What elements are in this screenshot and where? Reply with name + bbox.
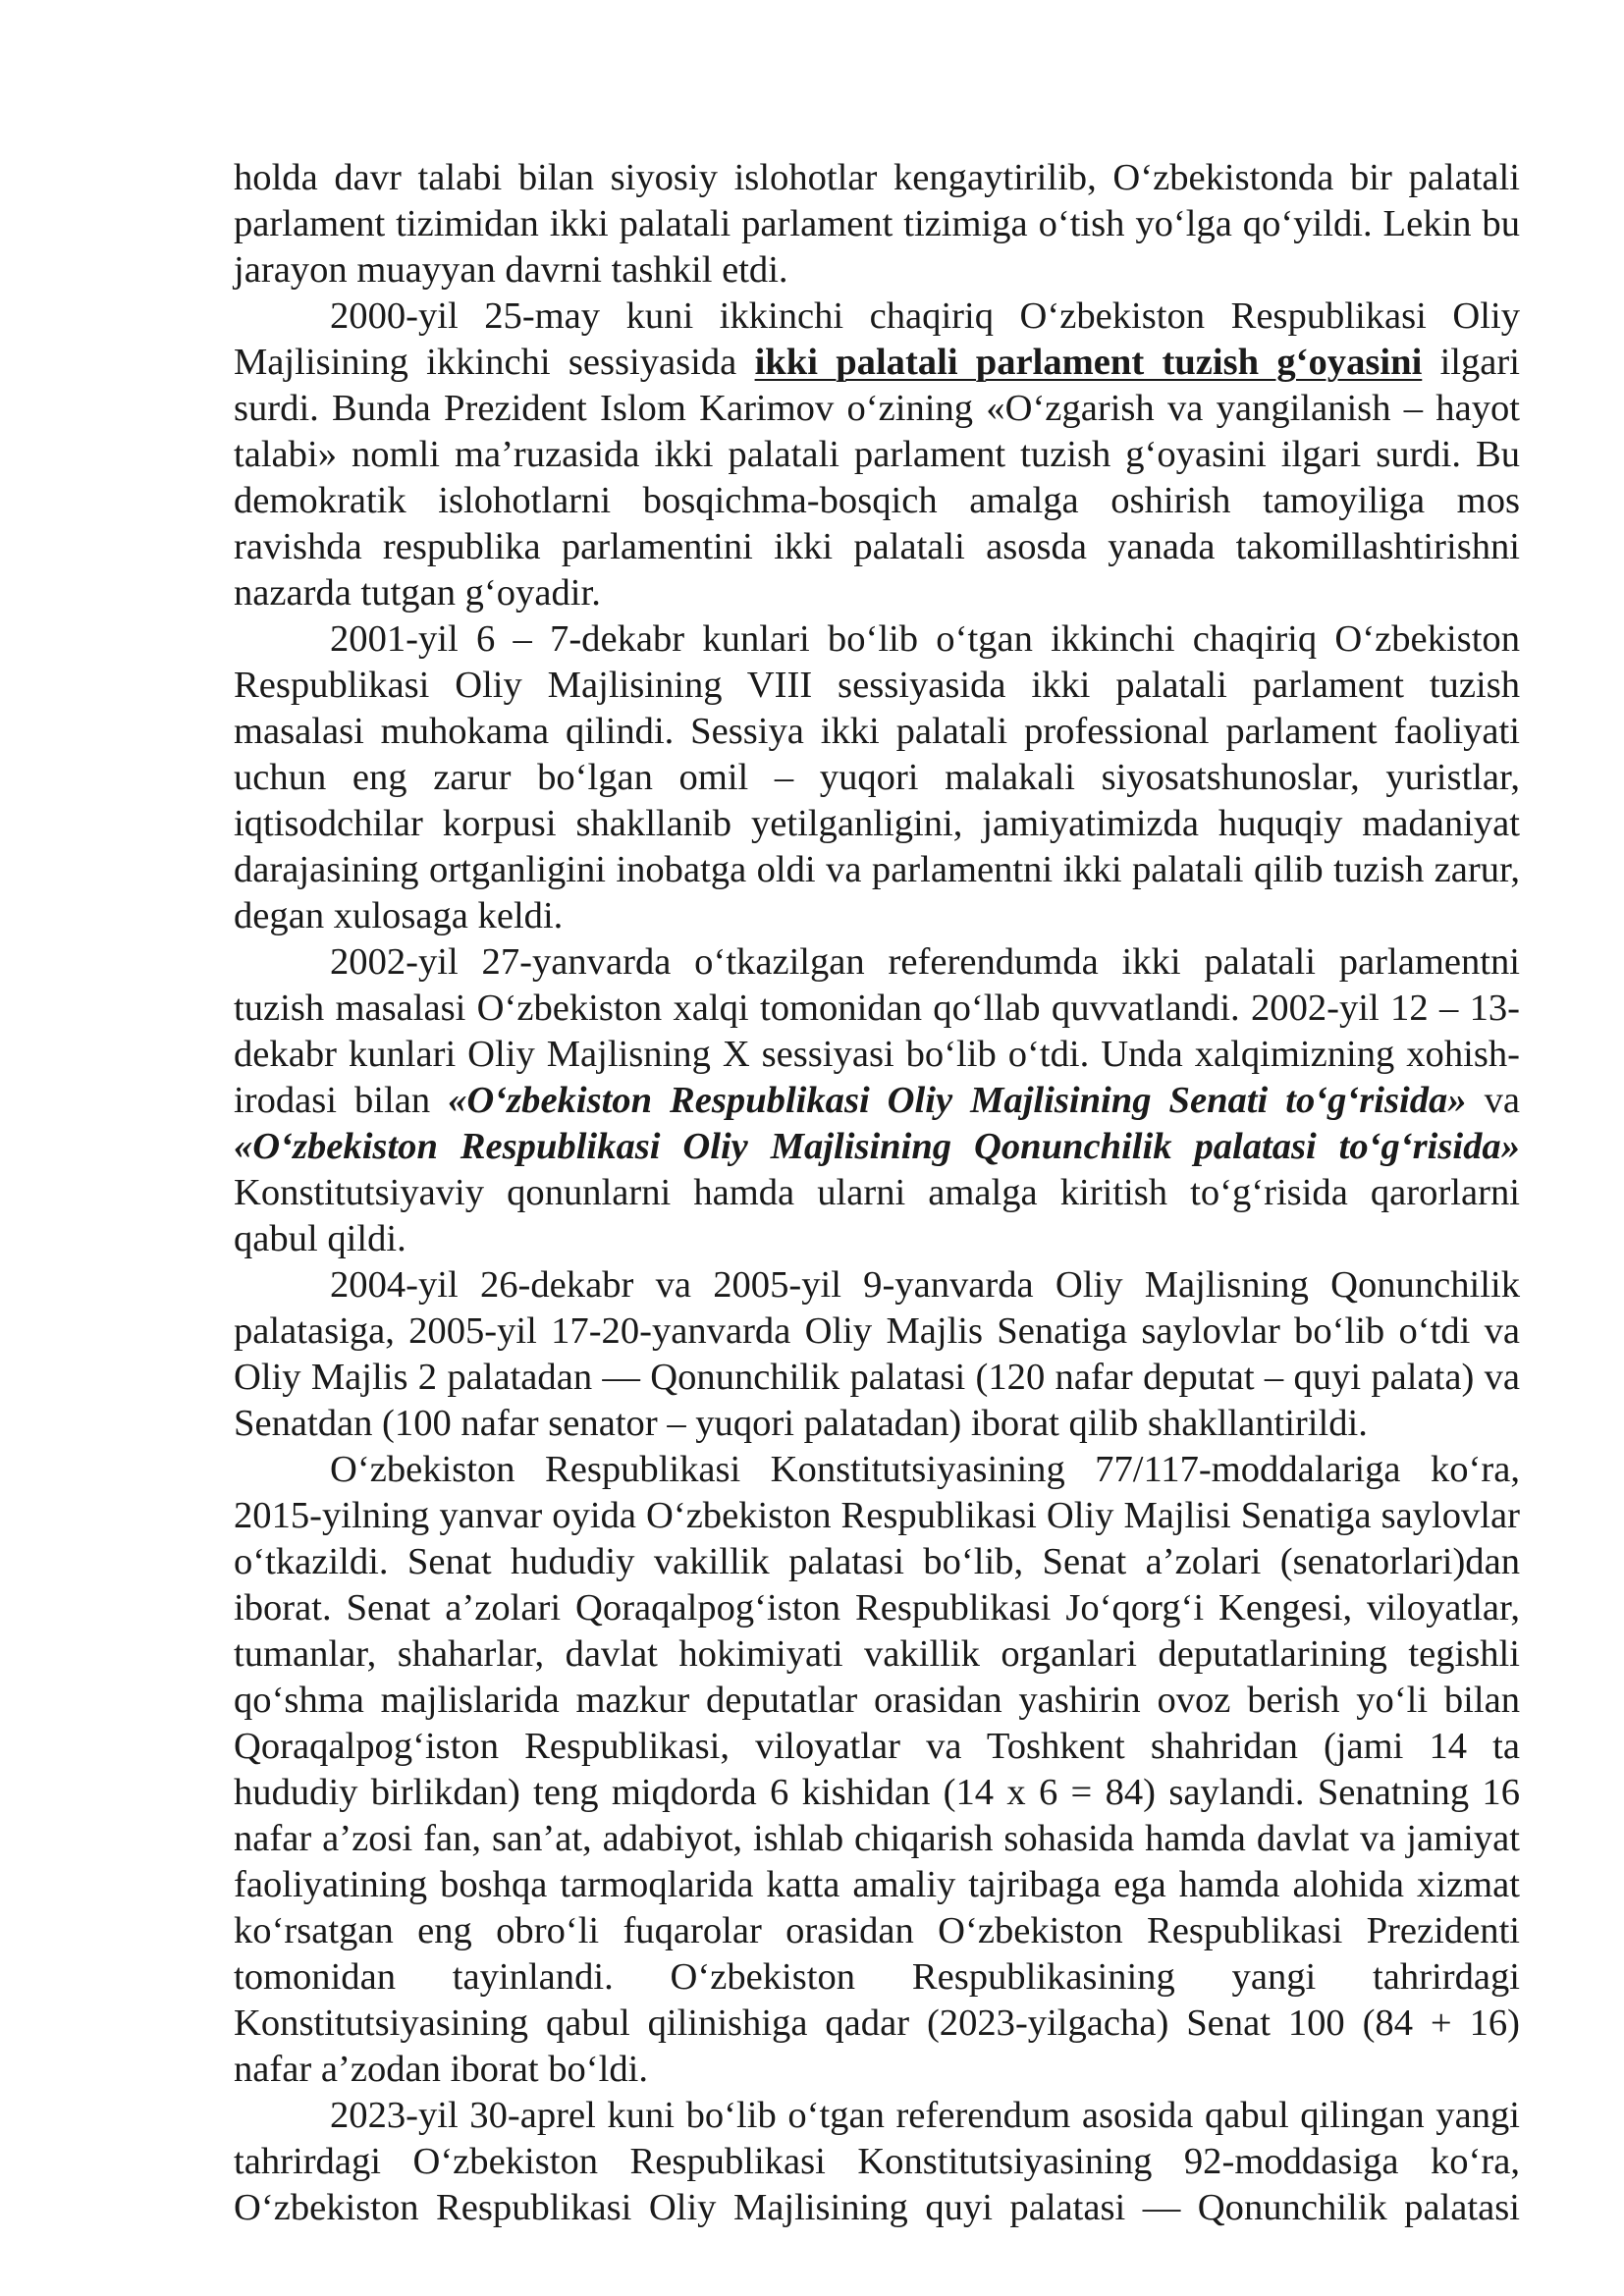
- text-segment: ilgari: [1439, 342, 1520, 383]
- text-line: qo‘shma majlislarida mazkur deputatlar orasidan yashirin ovoz berish yo‘li bilan: [234, 1680, 1520, 1721]
- text-line: tomonidan tayinlandi. O‘zbekiston Respublikasining yangi tahrirdagi: [234, 1956, 1520, 1998]
- text-line: ravishda respublika parlamentini ikki palatali asosda yanada takomillashtirishni: [234, 526, 1520, 567]
- paragraph: [234, 939, 1520, 1262]
- text-line: masalasi muhokama qilindi. Sessiya ikki palatali professional parlament faoliyati: [234, 711, 1520, 752]
- text-line: 2023-yil 30-aprel kuni bo‘lib o‘tgan referendum asosida qabul qilingan yangi: [330, 2095, 1520, 2136]
- text-line: 2001-yil 6 – 7-dekabr kunlari bo‘lib o‘tgan ikkinchi chaqiriq O‘zbekiston: [330, 618, 1520, 660]
- text-line: parlament tizimidan ikki palatali parlament tizimiga o‘tish yo‘lga qo‘yildi. Lekin bu: [234, 203, 1520, 244]
- paragraph: [234, 294, 1520, 616]
- text-line: jarayon muayyan davrni tashkil etdi.: [234, 249, 788, 291]
- text-line: hududiy birlikdan) teng miqdorda 6 kishidan (14 x 6 = 84) saylandi. Senatning 16: [234, 1772, 1520, 1813]
- text-line: qabul qildi.: [234, 1218, 406, 1259]
- text-segment: Majlisining ikkinchi sessiyasida: [234, 342, 737, 383]
- text-line: demokratik islohotlarni bosqichma-bosqich amalga oshirish tamoyiliga mos: [234, 480, 1520, 521]
- text-line: 2000-yil 25-may kuni ikkinchi chaqiriq O‘zbekiston Respublikasi Oliy: [330, 295, 1520, 337]
- text-line: [234, 340, 1520, 386]
- text-line: Oliy Majlis 2 palatadan — Qonunchilik palatasi (120 nafar deputat – quyi palata) va: [234, 1357, 1520, 1398]
- text-line: Senatdan (100 nafar senator – yuqori palatadan) iborat qilib shakllantirildi.: [234, 1403, 1368, 1444]
- text-line: Qoraqalpog‘iston Respublikasi, viloyatlar va Toshkent shahridan (jami 14 ta: [234, 1726, 1520, 1767]
- law-title: «O‘zbekiston Respublikasi Oliy Majlisining Qonunchilik palatasi to‘g‘risida»: [234, 1126, 1520, 1167]
- text-line: nazarda tutgan g‘oyadir.: [234, 572, 601, 614]
- text-line: nafar a’zosi fan, san’at, adabiyot, ishlab chiqarish sohasida hamda davlat va jamiyat: [234, 1818, 1520, 1859]
- text-line: darajasining ortganligini inobatga oldi va parlamentni ikki palatali qilib tuzish zarur,: [234, 849, 1520, 890]
- paragraph: [234, 1262, 1520, 1447]
- text-line: O‘zbekiston Respublikasi Konstitutsiyasining 77/117-moddalariga ko‘ra,: [330, 1449, 1520, 1490]
- text-line: Konstitutsiyaviy qonunlarni hamda ularni amalga kiritish to‘g‘risida qarorlarni: [234, 1172, 1520, 1213]
- paragraph: [234, 616, 1520, 939]
- paragraph: [234, 2093, 1520, 2231]
- paragraph: [234, 155, 1520, 294]
- text-line: degan xulosaga keldi.: [234, 895, 564, 936]
- text-line: o‘tkazildi. Senat hududiy vakillik palatasi bo‘lib, Senat a’zolari (senatorlari)dan: [234, 1541, 1520, 1582]
- text-line: tumanlar, shaharlar, davlat hokimiyati vakillik organlari deputatlarining tegishli: [234, 1633, 1520, 1675]
- text-line: 2002-yil 27-yanvarda o‘tkazilgan referendumda ikki palatali parlamentni: [330, 941, 1520, 983]
- text-line: [234, 1078, 1520, 1124]
- text-line: dekabr kunlari Oliy Majlisning X sessiyasi bo‘lib o‘tdi. Unda xalqimizning xohish-: [234, 1034, 1520, 1075]
- paragraph: [234, 1447, 1520, 2093]
- text-segment: irodasi bilan: [234, 1080, 431, 1121]
- text-line: surdi. Bunda Prezident Islom Karimov o‘zining «O‘zgarish va yangilanish – hayot: [234, 388, 1520, 429]
- text-line: 2015-yilning yanvar oyida O‘zbekiston Respublikasi Oliy Majlisi Senatiga saylovlar: [234, 1495, 1520, 1536]
- text-line: iqtisodchilar korpusi shakllanib yetilganligini, jamiyatimizda huquqiy madaniyat: [234, 803, 1520, 844]
- text-line: O‘zbekiston Respublikasi Oliy Majlisining quyi palatasi — Qonunchilik palatasi: [234, 2187, 1520, 2228]
- emphasized-phrase: ikki palatali parlament tuzish g‘oyasini: [754, 342, 1423, 383]
- text-segment: va: [1484, 1080, 1520, 1121]
- text-line: 2004-yil 26-dekabr va 2005-yil 9-yanvarda Oliy Majlisning Qonunchilik: [330, 1264, 1520, 1306]
- text-line: nafar a’zodan iborat bo‘ldi.: [234, 2049, 649, 2090]
- text-line: tahrirdagi O‘zbekiston Respublikasi Konstitutsiyasining 92-moddasiga ko‘ra,: [234, 2141, 1520, 2182]
- text-line: ko‘rsatgan eng obro‘li fuqarolar orasidan O‘zbekiston Respublikasi Prezidenti: [234, 1910, 1520, 1951]
- body-text: [234, 155, 1520, 2231]
- text-line: Respublikasi Oliy Majlisining VIII sessiyasida ikki palatali parlament tuzish: [234, 665, 1520, 706]
- text-line: faoliyatining boshqa tarmoqlarida katta amaliy tajribaga ega hamda alohida xizmat: [234, 1864, 1520, 1905]
- text-line: palatasiga, 2005-yil 17-20-yanvarda Oliy Majlis Senatiga saylovlar bo‘lib o‘tdi va: [234, 1310, 1520, 1352]
- text-line: tuzish masalasi O‘zbekiston xalqi tomonidan qo‘llab quvvatlandi. 2002-yil 12 – 13-: [234, 988, 1520, 1029]
- text-line: talabi» nomli ma’ruzasida ikki palatali parlament tuzish g‘oyasini ilgari surdi. Bu: [234, 434, 1520, 475]
- text-line: Konstitutsiyasining qabul qilinishiga qadar (2023-yilgacha) Senat 100 (84 + 16): [234, 2002, 1520, 2044]
- text-line: uchun eng zarur bo‘lgan omil – yuqori malakali siyosatshunoslar, yuristlar,: [234, 757, 1520, 798]
- text-line: iborat. Senat a’zolari Qoraqalpog‘iston Respublikasi Jo‘qorg‘i Kengesi, viloyatlar,: [234, 1587, 1520, 1629]
- text-line: holda davr talabi bilan siyosiy islohotlar kengaytirilib, O‘zbekistonda bir palatali: [234, 157, 1520, 198]
- law-title: «O‘zbekiston Respublikasi Oliy Majlisining Senati to‘g‘risida»: [448, 1080, 1467, 1121]
